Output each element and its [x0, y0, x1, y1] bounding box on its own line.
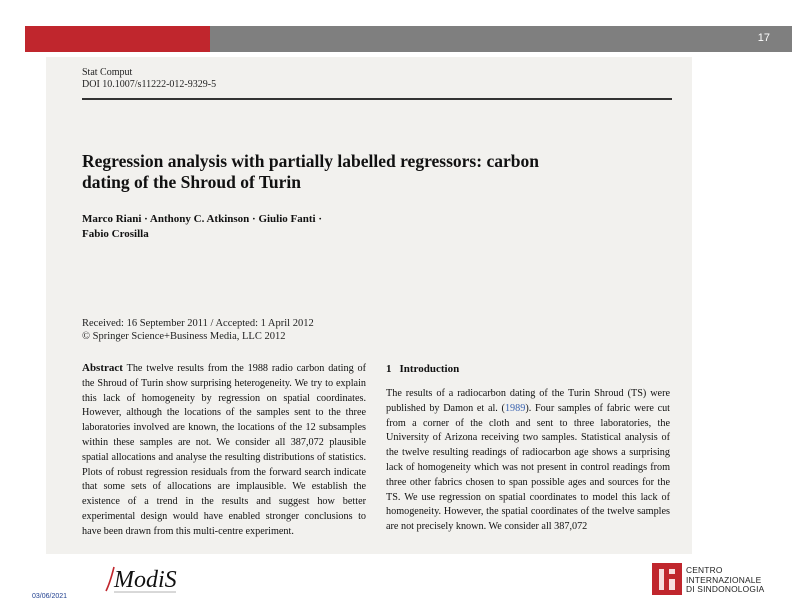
header-accent: [25, 26, 210, 52]
intro-heading: [386, 363, 459, 375]
citation-link[interactable]: 1989: [504, 402, 526, 414]
copyright: © Springer Science+Business Media, LLC 2012: [82, 331, 286, 342]
authors: [82, 212, 482, 242]
received-dates: Received: 16 September 2011 / Accepted: 1 April 2012: [82, 318, 314, 329]
title-line-1: Regression analysis with partially labelled regressors: carbon: [82, 151, 539, 171]
doi: DOI 10.1007/s11222-012-9329-5: [82, 79, 217, 90]
mods-wordmark: ModiS: [114, 567, 177, 593]
paper-image: [46, 57, 692, 554]
mods-logo: [100, 561, 190, 597]
centro-line-3: DI SINDONOLOGIA: [686, 584, 765, 594]
centro-line-2: INTERNAZIONALE: [686, 574, 762, 585]
intro-number: 1: [386, 363, 392, 375]
abstract-label: Abstract: [82, 362, 123, 374]
authors-line-2: Fabio Crosilla: [82, 228, 149, 240]
authors-line-1: Marco Riani · Anthony C. Atkinson · Giulio Fanti ·: [82, 213, 323, 225]
intro-text-a: The results of a radiocarbon dating of the Turin Shroud (TS) were published by Damon et al. (: [386, 388, 670, 414]
centro-text: [686, 566, 764, 595]
intro-text-b: ). Four samples of fabric were cut from a corner of the cloth and sent to three laboratories, the University of Arizona receiving two samples. Statistical analysis of the twelve resulting readings of radiocarbon age shows a surprising lack of homogeneity which was not present in control readings from three other fabrics chosen to span possible ages and sources for the TS. We use regression on spatial coordinates to model this lack of homogeneity. However, the spatial coordinates of the twelve samples are not precisely known. We consider all 387,072: [386, 402, 671, 533]
slide-date: 03/06/2021: [32, 593, 68, 600]
paper-title: [82, 151, 662, 193]
journal-name: Stat Comput: [82, 67, 133, 78]
centro-line-1: CENTRO: [686, 565, 723, 575]
abstract: [82, 361, 366, 540]
journal-info: [82, 67, 216, 91]
title-line-2: dating of the Shroud of Turin: [82, 172, 301, 192]
header-bar: [25, 26, 792, 52]
intro-title: Introduction: [399, 363, 460, 375]
slide-number: 17: [757, 32, 770, 44]
received-info: [82, 317, 314, 343]
intro-text: [386, 387, 670, 535]
header-rule: [82, 98, 672, 100]
abstract-text: The twelve results from the 1988 radio carbon dating of the Shroud of Turin show surprising heterogeneity. We try to explain this lack of homogeneity by regression on spatial coordinates. However, although the locations of the samples sent to the three laboratories involved are known, the locations of the 12 subsamples within these samples are not. We consider all 387,072 plausible spatial allocations and analyse the resulting distributions of statistics. Plots of robust regression residuals from the forward search indicate that some sets of allocations are implausible. We establish the existence of a trend in the results and suggest how better experimental design would have enabled stronger conclusions to have been drawn from this multi-centre experiment.: [82, 363, 366, 537]
